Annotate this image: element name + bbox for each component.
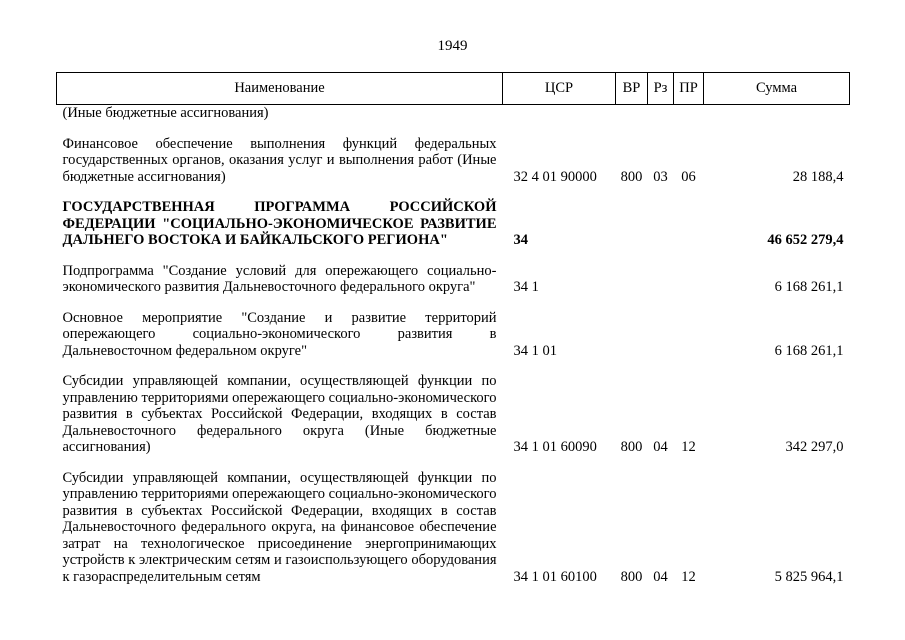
- row-pr: 12: [681, 439, 696, 455]
- row-spacer: [57, 185, 850, 199]
- row-csr: 34 1 01 60100: [513, 568, 597, 585]
- row-csr: 32 4 01 90000: [513, 168, 597, 185]
- page-number: 1949: [437, 38, 468, 54]
- row-sum: 46 652 279,4: [767, 232, 844, 248]
- budget-table: [56, 72, 850, 585]
- row-rz: [648, 199, 674, 249]
- table-row-program: [57, 199, 850, 249]
- row-pr: [674, 199, 704, 249]
- header-sum: Сумма: [704, 73, 850, 105]
- row-sum: [704, 105, 850, 122]
- table-row: [57, 373, 850, 456]
- row-sum: 28 188,4: [792, 168, 844, 185]
- row-name: (Иные бюджетные ассигнования): [62, 105, 269, 121]
- row-rz: [648, 105, 674, 122]
- row-vr: 800: [620, 439, 643, 455]
- table-row: [57, 470, 850, 586]
- row-spacer: [57, 359, 850, 373]
- row-name: ГОСУДАРСТВЕННАЯ ПРОГРАММА РОССИЙСКОЙ ФЕДЕРАЦИИ "СОЦИАЛЬНО-ЭКОНОМИЧЕСКОЕ РАЗВИТИЕ ДАЛЬНЕГО ВОСТОКА И БАЙКАЛЬСКОГО РЕГИОНА": [62, 199, 497, 248]
- row-name: Субсидии управляющей компании, осуществляющей функции по управлению территориями опережающего социально-экономического развития в субъектах Российской Федерации, входящих в состав Дальневосточного федерального округа, на финансовое обеспечение затрат на технологическое присоединение энергопринимающих устройств к электрическим сетям и газоиспользующего оборудования к газораспределительным сетям: [62, 469, 497, 585]
- row-rz: 03: [653, 168, 668, 185]
- row-name: Основное мероприятие "Создание и развитие территорий опережающего социально-экономического развития в Дальневосточном федеральном округе": [62, 309, 497, 359]
- row-pr: [674, 105, 704, 122]
- row-rz: 04: [653, 439, 668, 455]
- row-spacer: [57, 456, 850, 470]
- row-vr: [616, 310, 648, 360]
- table-header-row: [57, 73, 850, 105]
- row-vr: [616, 105, 648, 122]
- row-name: Подпрограмма "Создание условий для опережающего социально-экономического развития Дальневосточного федерального округа": [62, 262, 497, 295]
- row-vr: [616, 263, 648, 296]
- row-csr: 34 1 01 60090: [513, 439, 597, 455]
- row-pr: [674, 310, 704, 360]
- row-rz: 04: [653, 568, 668, 585]
- row-pr: 12: [681, 568, 696, 585]
- row-spacer: [57, 249, 850, 263]
- row-pr: [674, 263, 704, 296]
- row-sum: 5 825 964,1: [774, 568, 844, 585]
- row-rz: [648, 263, 674, 296]
- row-vr: 800: [620, 568, 643, 585]
- table-row: [57, 136, 850, 186]
- row-name: Субсидии управляющей компании, осуществляющей функции по управлению территориями опережающего социально-экономического развития в субъектах Российской Федерации, входящих в состав Дальневосточного федерального округа (Иные бюджетные ассигнования): [62, 373, 497, 455]
- table-row: [57, 263, 850, 296]
- row-spacer: [57, 122, 850, 136]
- row-sum: 6 168 261,1: [774, 342, 844, 359]
- header-vr: ВР: [616, 73, 648, 105]
- header-name: Наименование: [57, 73, 503, 105]
- table-row: [57, 105, 850, 122]
- table-row: [57, 310, 850, 360]
- row-vr: [616, 199, 648, 249]
- row-csr: 34 1 01: [513, 342, 557, 359]
- header-rz: Рз: [648, 73, 674, 105]
- row-sum: 342 297,0: [785, 439, 844, 455]
- row-csr: [503, 105, 616, 122]
- row-csr: 34: [513, 232, 528, 248]
- header-pr: ПР: [674, 73, 704, 105]
- header-csr: ЦСР: [503, 73, 616, 105]
- row-csr: 34 1: [513, 279, 539, 295]
- row-vr: 800: [620, 168, 643, 185]
- row-name: Финансовое обеспечение выполнения функций федеральных государственных органов, оказания услуг и выполнения работ (Иные бюджетные ассигнования): [62, 135, 497, 185]
- row-rz: [648, 310, 674, 360]
- row-sum: 6 168 261,1: [774, 279, 844, 295]
- row-spacer: [57, 296, 850, 310]
- row-pr: 06: [681, 168, 696, 185]
